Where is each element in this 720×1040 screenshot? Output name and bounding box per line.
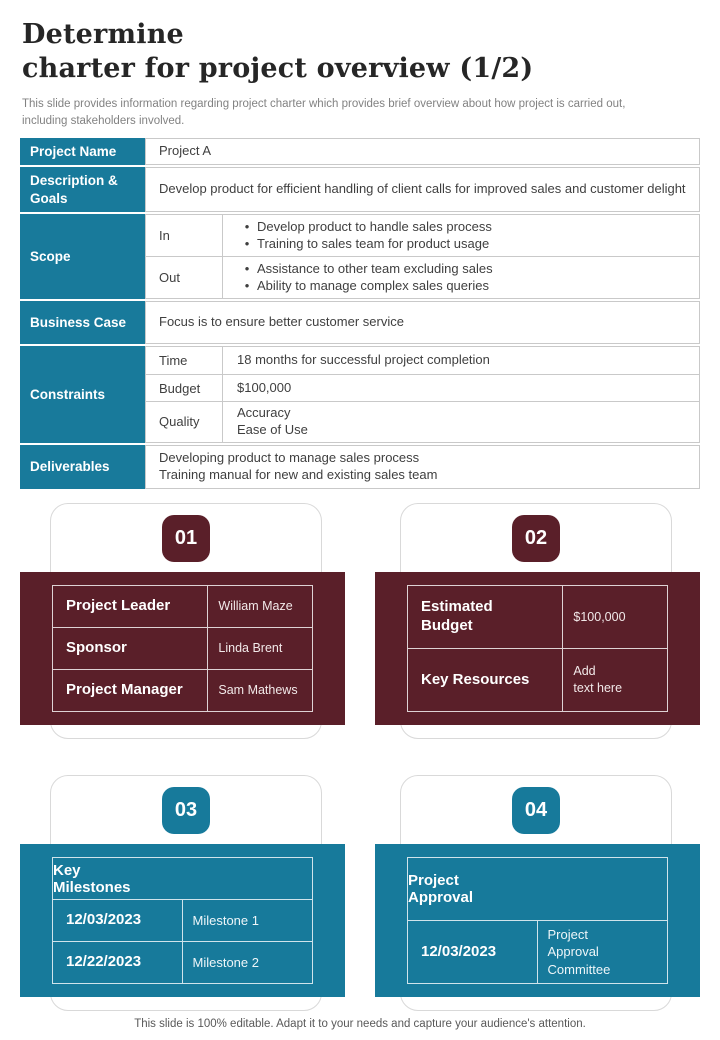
table-row-business-case — [20, 301, 700, 344]
page-title-line1: Determine — [22, 19, 184, 50]
milestone-date: 12/03/2023 — [53, 900, 183, 941]
bullet-item — [237, 261, 691, 278]
project-approval-panel — [375, 844, 700, 997]
label-line: Budget — [421, 617, 473, 634]
estimated-budget-label — [408, 586, 563, 648]
table-row-constraints — [20, 346, 700, 443]
bullet-icon: • — [244, 235, 250, 251]
card-number-badge: 03 — [162, 787, 210, 834]
constraint-time-row — [146, 347, 699, 374]
key-resources-value — [563, 649, 667, 711]
bullet-icon: • — [244, 277, 250, 293]
sponsor-label: Sponsor — [53, 628, 208, 669]
key-milestones-panel — [20, 844, 345, 997]
card-number-badge: 04 — [512, 787, 560, 834]
estimated-budget-value: $100,000 — [573, 609, 626, 624]
row-header-constraints: Constraints — [20, 346, 145, 443]
bullet-item — [237, 278, 691, 295]
scope-out-bullets — [223, 257, 699, 298]
table-row — [53, 669, 312, 711]
scope-in-label: In — [146, 215, 223, 256]
project-approval-table — [407, 857, 668, 984]
table-header-row — [408, 858, 667, 920]
value-line: Project — [547, 926, 588, 942]
table-row — [53, 627, 312, 669]
cell-deliverables-value — [145, 445, 700, 489]
value-line: Add — [573, 664, 596, 679]
bullet-item — [237, 236, 691, 253]
table-row — [408, 648, 667, 711]
constraint-quality-label: Quality — [146, 402, 223, 442]
card-key-milestones — [20, 775, 345, 1015]
budget-resources-table — [407, 585, 668, 712]
project-team-panel — [20, 572, 345, 725]
footer-note: This slide is 100% editable. Adapt it to your needs and capture your audience's attention. — [134, 1018, 586, 1030]
row-header-business-case: Business Case — [20, 301, 145, 344]
bullet-text: Ability to manage complex sales queries — [257, 277, 489, 293]
milestone-name: Milestone 2 — [192, 954, 259, 970]
key-milestones-table — [52, 857, 313, 984]
constraint-quality-row — [146, 401, 699, 442]
project-manager-label: Project Manager — [53, 670, 208, 711]
constraint-budget-label: Budget — [146, 375, 223, 401]
table-row — [408, 586, 667, 648]
card-project-team — [20, 503, 345, 743]
table-row-deliverables — [20, 445, 700, 489]
project-approval-header: Project Approval — [408, 872, 474, 906]
constraint-time-label: Time — [146, 347, 223, 374]
project-team-table — [52, 585, 313, 712]
page-title — [22, 18, 533, 86]
row-header-deliverables: Deliverables — [20, 445, 145, 489]
scope-in-bullets — [223, 215, 699, 256]
card-number-badge: 02 — [512, 515, 560, 562]
slide-subtitle: This slide provides information regarding project charter which provides brief overview about how project is carried out, including stakeholders involved. — [22, 98, 626, 127]
budget-resources-panel — [375, 572, 700, 725]
project-manager-value: Sam Mathews — [218, 683, 298, 698]
key-resources-label: Key Resources — [408, 649, 563, 711]
row-header-project-name: Project Name — [20, 138, 145, 165]
cell-business-case-value: Focus is to ensure better customer service — [145, 301, 700, 344]
value-line: text here — [573, 681, 623, 695]
page-title-line2: charter for project overview (1/2) — [22, 53, 534, 84]
quality-line: Ease of Use — [237, 421, 308, 437]
card-budget-resources — [375, 503, 700, 743]
key-milestones-header: Key Milestones — [53, 861, 131, 896]
bullet-icon: • — [244, 218, 250, 234]
milestone-name: Milestone 1 — [192, 912, 259, 928]
approval-committee-value — [538, 921, 668, 983]
bullet-text: Training to sales team for product usage — [257, 235, 490, 251]
row-header-description-goals: Description & Goals — [20, 167, 145, 212]
scope-out-label: Out — [146, 257, 223, 298]
project-leader-value: William Maze — [218, 599, 293, 614]
quality-line: Accuracy — [237, 405, 291, 420]
scope-subtable — [145, 214, 700, 299]
project-leader-label: Project Leader — [53, 586, 208, 627]
constraints-subtable — [145, 346, 700, 443]
table-row — [408, 920, 667, 983]
constraint-budget-row — [146, 374, 699, 401]
bullet-item — [237, 219, 691, 236]
table-header-row — [53, 858, 312, 899]
constraint-budget-value: $100,000 — [237, 379, 292, 395]
scope-in-row — [146, 215, 699, 256]
milestone-date: 12/22/2023 — [53, 942, 183, 983]
table-row — [53, 899, 312, 941]
cell-project-name-value: Project A — [145, 138, 700, 165]
deliverables-line: Developing product to manage sales process — [159, 449, 420, 465]
label-line: Estimated — [421, 598, 493, 616]
bullet-text: Develop product to handle sales process — [257, 218, 492, 234]
table-row-scope — [20, 214, 700, 299]
cell-description-goals-value: Develop product for efficient handling of client calls for improved sales and customer delight — [145, 167, 700, 212]
bullet-text: Assistance to other team excluding sales — [257, 260, 493, 276]
deliverables-line: Training manual for new and existing sales team — [159, 466, 438, 482]
table-row-project-name — [20, 138, 700, 165]
card-number-badge: 01 — [162, 515, 210, 562]
constraint-time-value: 18 months for successful project completion — [237, 352, 490, 368]
row-header-scope: Scope — [20, 214, 145, 299]
card-project-approval — [375, 775, 700, 1015]
approval-date: 12/03/2023 — [408, 921, 538, 983]
bullet-icon: • — [244, 260, 250, 276]
value-line: Committee — [547, 961, 611, 977]
sponsor-value: Linda Brent — [218, 641, 283, 656]
scope-out-row — [146, 256, 699, 298]
constraint-quality-value — [223, 402, 699, 442]
table-row — [53, 586, 312, 627]
project-charter-table — [20, 138, 700, 489]
table-row-description-goals — [20, 167, 700, 212]
table-row — [53, 941, 312, 983]
value-line: Approval — [547, 944, 599, 960]
